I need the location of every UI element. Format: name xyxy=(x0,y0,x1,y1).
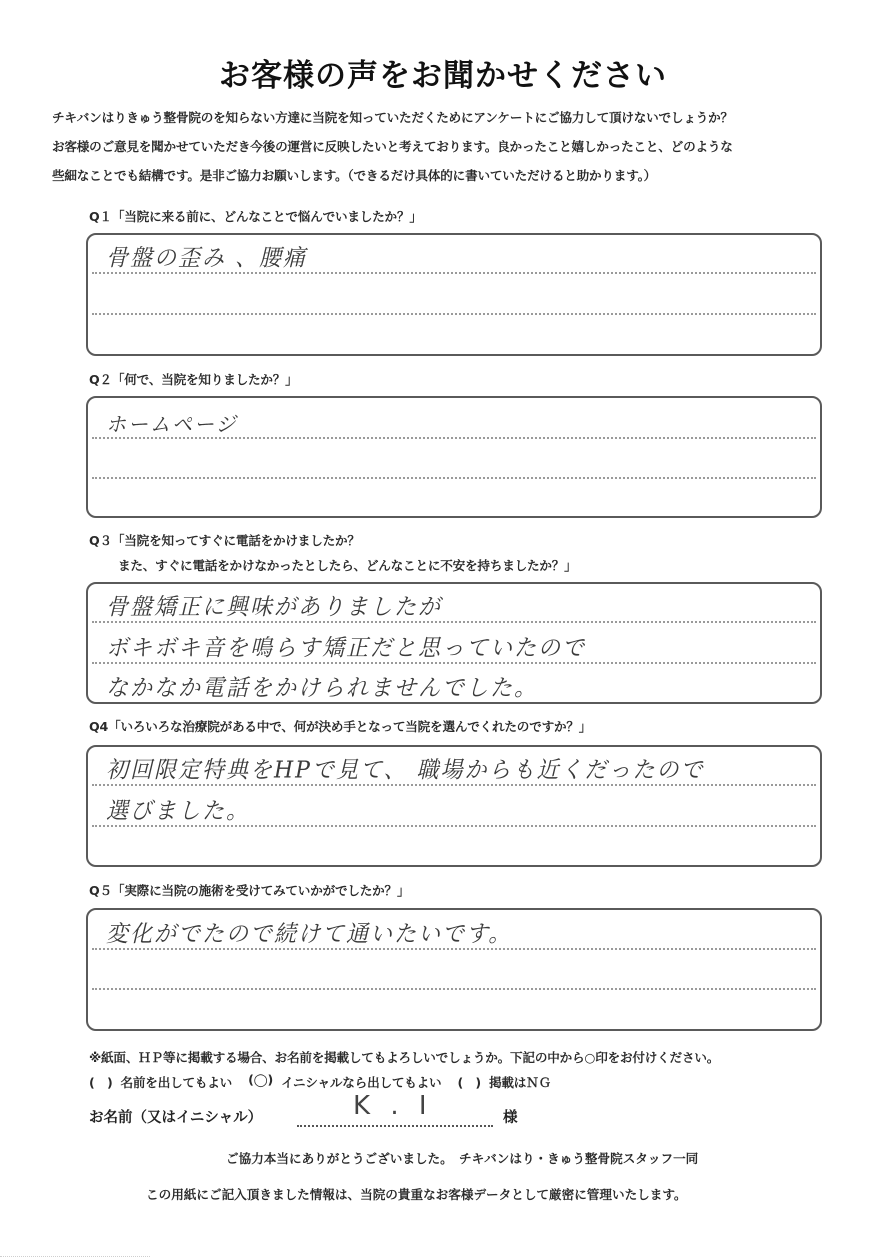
consent-checkbox-name[interactable]: ( ) xyxy=(89,1075,113,1090)
ruled-line xyxy=(92,477,816,479)
question-2-label: Q２「何で、当院を知りましたか？」 xyxy=(89,372,298,387)
ruled-line xyxy=(92,313,816,315)
question-2-answer-line-1: ホームページ xyxy=(106,411,238,437)
intro-line-3: 些細なことでも結構です。是非ご協力お願いします。（できるだけ具体的に書いていただけると助かります。） xyxy=(52,168,657,183)
consent-checkbox-initials[interactable]: (◯) xyxy=(248,1072,274,1087)
consent-checkbox-ng[interactable]: ( ) xyxy=(457,1075,481,1090)
question-1-label: Q１「当院に来る前に、どんなことで悩んでいましたか？」 xyxy=(89,209,422,224)
consent-option-ng[interactable] xyxy=(457,1072,551,1091)
consent-option-initials[interactable] xyxy=(248,1072,441,1091)
scan-artifact-line xyxy=(0,1256,150,1257)
intro-line-2: お客様のご意見を聞かせていただき今後の運営に反映したいと考えております。良かったこと嬉しかったこと、どのような xyxy=(52,139,733,154)
consent-options xyxy=(89,1072,551,1091)
question-1-answer-box[interactable] xyxy=(86,233,822,356)
question-4-label: Q4「いろいろな治療院がある中で、何が決め手となって当院を選んでくれたのですか？」 xyxy=(89,719,592,734)
question-3-label-line-2: また、すぐに電話をかけなかったとしたら、どんなことに不安を持ちましたか？」 xyxy=(118,558,577,573)
name-field[interactable] xyxy=(297,1091,493,1127)
name-suffix: 様 xyxy=(503,1110,518,1126)
question-4-answer-line-2: 選びました。 xyxy=(106,798,251,825)
question-4-answer-line-1: 初回限定特典をHPで見て、 職場からも近くだったので xyxy=(106,757,705,784)
consent-option-name-label: 名前を出してもよい xyxy=(120,1075,233,1090)
question-3-answer-line-3: なかなか電話をかけられませんでした。 xyxy=(106,675,539,702)
question-5-answer-box[interactable] xyxy=(86,908,822,1031)
consent-notice: ※紙面、ＨＰ等に掲載する場合、お名前を掲載してもよろしいでしょうか。下記の中から○印をお付けください。 xyxy=(89,1050,720,1065)
question-1-answer-line-1: 骨盤の歪み 、腰痛 xyxy=(106,245,307,272)
page-title: お客様の声をお聞かせください xyxy=(219,58,667,94)
question-5-label: Q５「実際に当院の施術を受けてみていかがでしたか？」 xyxy=(89,883,410,898)
consent-option-initials-label: イニシャルなら出してもよい xyxy=(281,1075,442,1090)
question-4-answer-box[interactable] xyxy=(86,745,822,867)
intro-line-1: チキバンはりきゅう整骨院のを知らない方達に当院を知っていただくためにアンケートにご協力して頂けないでしょうか？ xyxy=(52,110,733,125)
privacy-notice: この用紙にご記入頂きました情報は、当院の貴重なお客様データとして厳密に管理いたします。 xyxy=(146,1187,687,1202)
consent-option-ng-label: 掲載はＮＧ xyxy=(488,1075,551,1090)
question-3-label: Q３「当院を知ってすぐに電話をかけましたか？ xyxy=(89,533,360,548)
question-3-answer-box[interactable] xyxy=(86,582,822,704)
name-label: お名前（又はイニシャル） xyxy=(89,1110,263,1126)
consent-option-name[interactable] xyxy=(89,1072,232,1091)
question-5-answer-line-1: 変化がでたので続けて通いたいです。 xyxy=(106,921,513,948)
ruled-line xyxy=(92,988,816,990)
question-3-answer-line-1: 骨盤矯正に興味がありましたが xyxy=(106,594,443,621)
question-3-answer-line-2: ボキボキ音を鳴らす矯正だと思っていたので xyxy=(106,635,587,662)
thanks-message: ご協力本当にありがとうございました。 チキバンはり・きゅう整骨院スタッフ一同 xyxy=(226,1151,699,1166)
question-2-answer-box[interactable] xyxy=(86,396,822,518)
name-value: K . I xyxy=(353,1091,433,1121)
